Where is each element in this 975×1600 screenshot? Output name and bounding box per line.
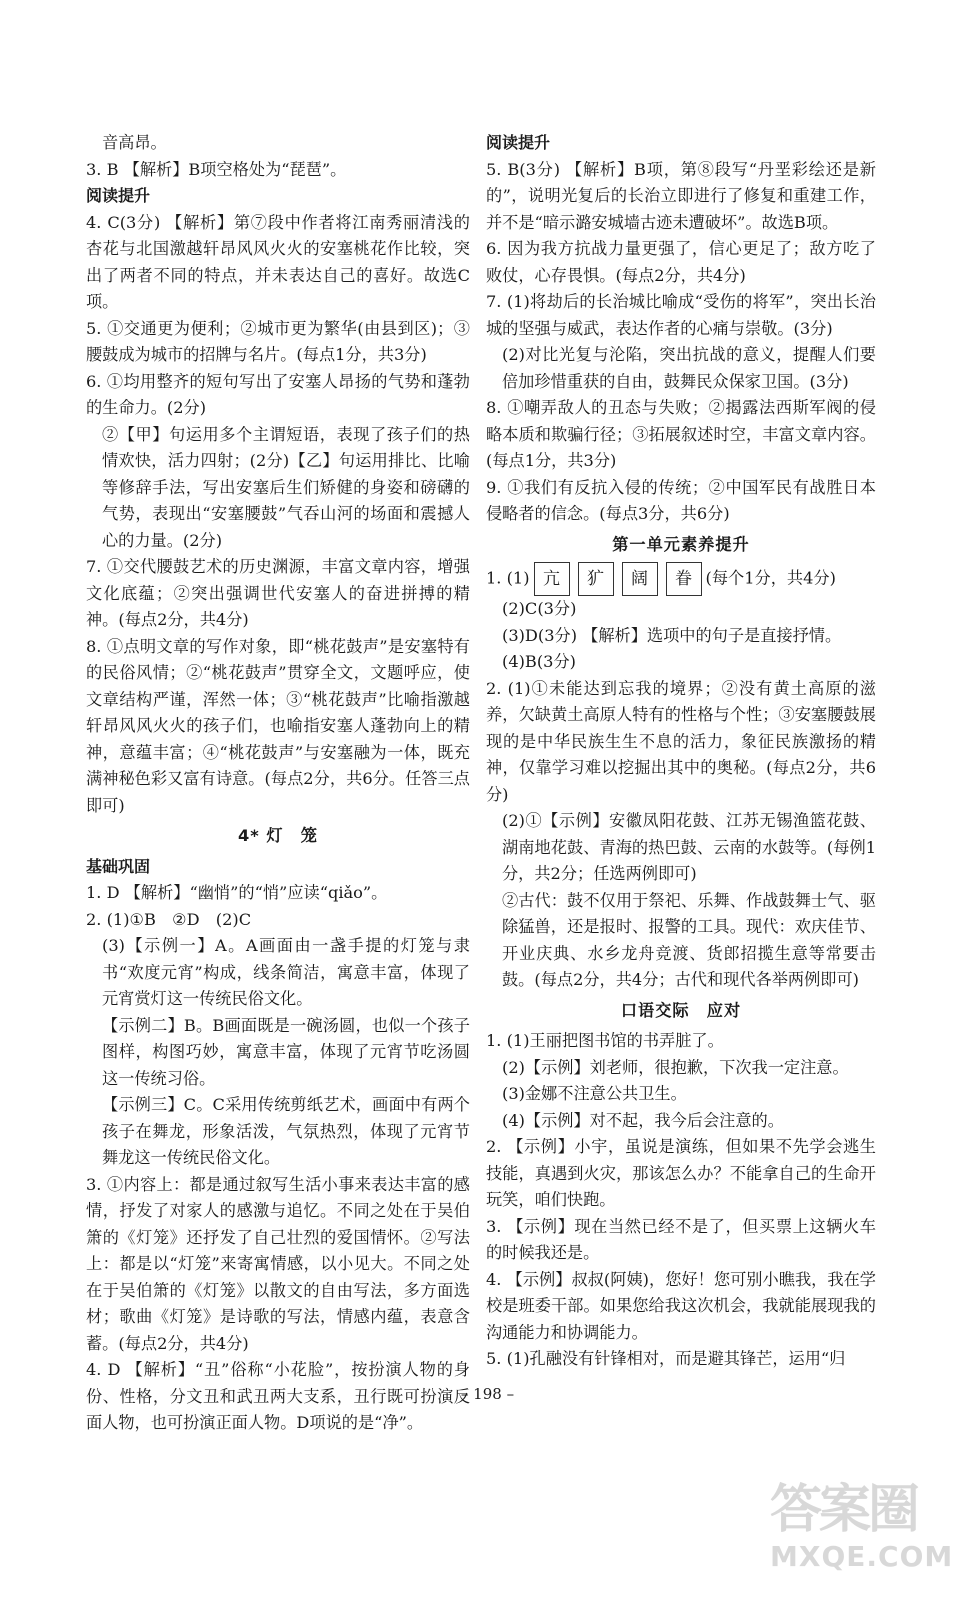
answer-paragraph: 6. 因为我方抗战力量更强了，信心更足了；敌方吃了败仗，心存畏惧。(每点2分，共4分): [486, 239, 876, 285]
answer-paragraph: 7. (1)将劫后的长治城比喻成“受伤的将军”，突出长治城的坚强与威武，表达作者的心痛与崇敬。(3分): [486, 292, 876, 338]
answer-paragraph: 2. 【示例】小宇，虽说是演练，但如果不先学会逃生技能，真遇到火灾，那该怎么办？不能拿自己的生命开玩笑，咱们快跑。: [486, 1137, 876, 1209]
answer-paragraph: 6. ①均用整齐的短句写出了安塞人昂扬的气势和蓬勃的生命力。(2分): [86, 371, 470, 417]
answer-paragraph: 音高昂。: [102, 133, 167, 152]
section-title: 4* 灯 笼: [238, 826, 318, 845]
answer-paragraph: (4)B(3分): [502, 652, 576, 671]
item-suffix: (每个1分，共4分): [705, 568, 836, 588]
answer-paragraph: 8. ①点明文章的写作对象，即“桃花鼓声”是安塞特有的民俗风情；②“桃花鼓声”贯穿全文，文题呼应，使文章结构严谨，浑然一体；③“桃花鼓声”比喻指激越轩昂风风火火的孩子们，也喻指安塞人蓬勃向上的精神，意蕴丰富；④“桃花鼓声”与安塞融为一体，既充满神秘色彩又富有诗意。(每点2分，共6分。任答三点即可): [86, 636, 470, 815]
answer-paragraph: 2. (1)①B ②D (2)C: [86, 909, 252, 929]
answer-paragraph: 【示例三】C。C采用传统剪纸艺术，画面中有两个孩子在舞龙，形象活泼，气氛热烈，体现了元宵节舞龙这一传统民俗文化。: [102, 1095, 470, 1167]
answer-paragraph: ②【甲】句运用多个主谓短语，表现了孩子们的热情欢快，活力四射；(2分)【乙】句运用排比、比喻等修辞手法，写出安塞后生们矫健的身姿和磅礴的气势，表现出“安塞腰鼓”气吞山河的场面和震撼人心的力量。(2分): [102, 424, 470, 550]
character-boxes: [534, 562, 702, 596]
answer-paragraph: (3)【示例一】A。A画面由一盏手提的灯笼与隶书“欢度元宵”构成，线条简洁，寓意丰富，体现了元宵赏灯这一传统民俗文化。: [102, 936, 470, 1008]
answer-paragraph: 5. B(3分) 【解析】B项，第⑧段写“丹垩彩绘还是新的”，说明光复后的长治立即进行了修复和重建工作，并不是“暗示潞安城墙古迹未遭破坏”。故选B项。: [486, 159, 876, 232]
answer-paragraph: 9. ①我们有反抗入侵的传统；②中国军民有战胜日本侵略者的信念。(每点3分，共6分): [486, 477, 876, 523]
answer-paragraph: 1. (1)王丽把图书馆的书弄脏了。: [486, 1031, 724, 1050]
character-box: 眷: [666, 562, 702, 596]
section-heading: 阅读提升: [486, 133, 551, 152]
answer-paragraph: (3)D(3分) 【解析】选项中的句子是直接抒情。: [502, 625, 842, 645]
section-title: 第一单元素养提升: [612, 534, 750, 554]
answer-paragraph: 8. ①嘲弄敌人的丑态与失败；②揭露法西斯军阀的侵略本质和欺骗行径；③拓展叙述时空，丰富文章内容。(每点1分，共3分): [486, 398, 876, 470]
answer-paragraph: 1. D 【解析】“幽悄”的“悄”应读“qiǎo”。: [86, 883, 388, 902]
answer-paragraph: (2)C(3分): [502, 599, 577, 618]
watermark: [770, 1480, 970, 1590]
page-number: – 198 –: [460, 1385, 515, 1403]
section-heading: 基础巩固: [86, 856, 151, 876]
answer-paragraph: 5. ①交通更为便利；②城市更为繁华(由县到区)；③腰鼓成为城市的招牌与名片。(每点1分，共3分): [86, 318, 470, 364]
answer-paragraph: 【示例二】B。B画面既是一碗汤圆，也似一个孩子图样，构图巧妙，寓意丰富，体现了元宵节吃汤圆这一传统习俗。: [102, 1015, 470, 1088]
character-box: 犷: [578, 562, 614, 596]
answer-paragraph: 2. (1)①未能达到忘我的境界；②没有黄土高原的滋养，欠缺黄土高原人特有的性格与个性；③安塞腰鼓展现的是中华民族生生不息的活力，象征民族激扬的精神，仅靠学习难以挖掘出其中的奥秘。(每点2分，共6分): [486, 678, 876, 804]
answer-paragraph: (2)对比光复与沦陷，突出抗战的意义，提醒人们要倍加珍惜重获的自由，鼓舞民众保家卫国。(3分): [502, 345, 876, 391]
character-box: 阔: [622, 562, 658, 596]
left-column: [86, 130, 470, 1437]
watermark-logo: 答案圈: [770, 1480, 918, 1540]
answer-paragraph: (4)【示例】对不起，我今后会注意的。: [502, 1110, 784, 1130]
answer-paragraph: 3. 【示例】现在当然已经不是了，但买票上这辆火车的时候我还是。: [486, 1216, 876, 1262]
answer-boxes-line: [486, 562, 876, 596]
answer-paragraph: 4. C(3分) 【解析】第⑦段中作者将江南秀丽清浅的杏花与北国激越轩昂风风火火的安塞桃花作比较，突出了两者不同的特点，并未表达自己的喜好。故选C项。: [86, 212, 470, 311]
watermark-url: MXQE.COM: [770, 1540, 954, 1573]
answer-paragraph: 4. 【示例】叔叔(阿姨)，您好！您可别小瞧我，我在学校是班委干部。如果您给我这次机会，我就能展现我的沟通能力和协调能力。: [486, 1269, 876, 1342]
answer-paragraph: (2)【示例】刘老师，很抱歉，下次我一定注意。: [502, 1057, 849, 1077]
section-heading: 阅读提升: [86, 186, 151, 205]
character-box: 亢: [534, 562, 570, 596]
answer-paragraph: ②古代：鼓不仅用于祭祀、乐舞、作战鼓舞士气、驱除猛兽，还是报时、报警的工具。现代：欢庆佳节、开业庆典、水乡龙舟竞渡、货郎招揽生意等常要击鼓。(每点2分，共4分；古代和现代各举两例即可): [502, 890, 876, 989]
answer-paragraph: 7. ①交代腰鼓艺术的历史渊源，丰富文章内容，增强文化底蕴；②突出强调世代安塞人的奋进拼搏的精神。(每点2分，共4分): [86, 557, 470, 629]
item-prefix: 1. (1): [486, 568, 530, 588]
answer-paragraph: (3)金娜不注意公共卫生。: [502, 1084, 687, 1103]
answer-paragraph: 5. (1)孔融没有针锋相对，而是避其锋芒，运用“归: [486, 1349, 846, 1368]
section-title: 口语交际 应对: [620, 1000, 742, 1020]
right-column: [486, 130, 876, 1373]
answer-paragraph: (2)①【示例】安徽凤阳花鼓、江苏无锡渔篮花鼓、湖南地花鼓、青海的热巴鼓、云南的水鼓等。(每例1分，共2分；任选两例即可): [502, 811, 876, 883]
answer-paragraph: 3. ①内容上：都是通过叙写生活小事来表达丰富的感情，抒发了对家人的感激与追忆。不同之处在于吴伯箫的《灯笼》还抒发了自己壮烈的爱国情怀。②写法上：都是以“灯笼”来寄寓情感，以小见大。不同之处在于吴伯箫的《灯笼》以散文的自由写法，多方面选材；歌曲《灯笼》是诗歌的写法，情感内蕴，表意含蓄。(每点2分，共4分): [86, 1174, 470, 1353]
answer-paragraph: 3. B 【解析】B项空格处为“琵琶”。: [86, 159, 347, 179]
answer-paragraph: 4. D 【解析】“丑”俗称“小花脸”，按扮演人物的身份、性格，分文丑和武丑两大支系，丑行既可扮演反面人物，也可扮演正面人物。D项说的是“净”。: [86, 1360, 470, 1432]
